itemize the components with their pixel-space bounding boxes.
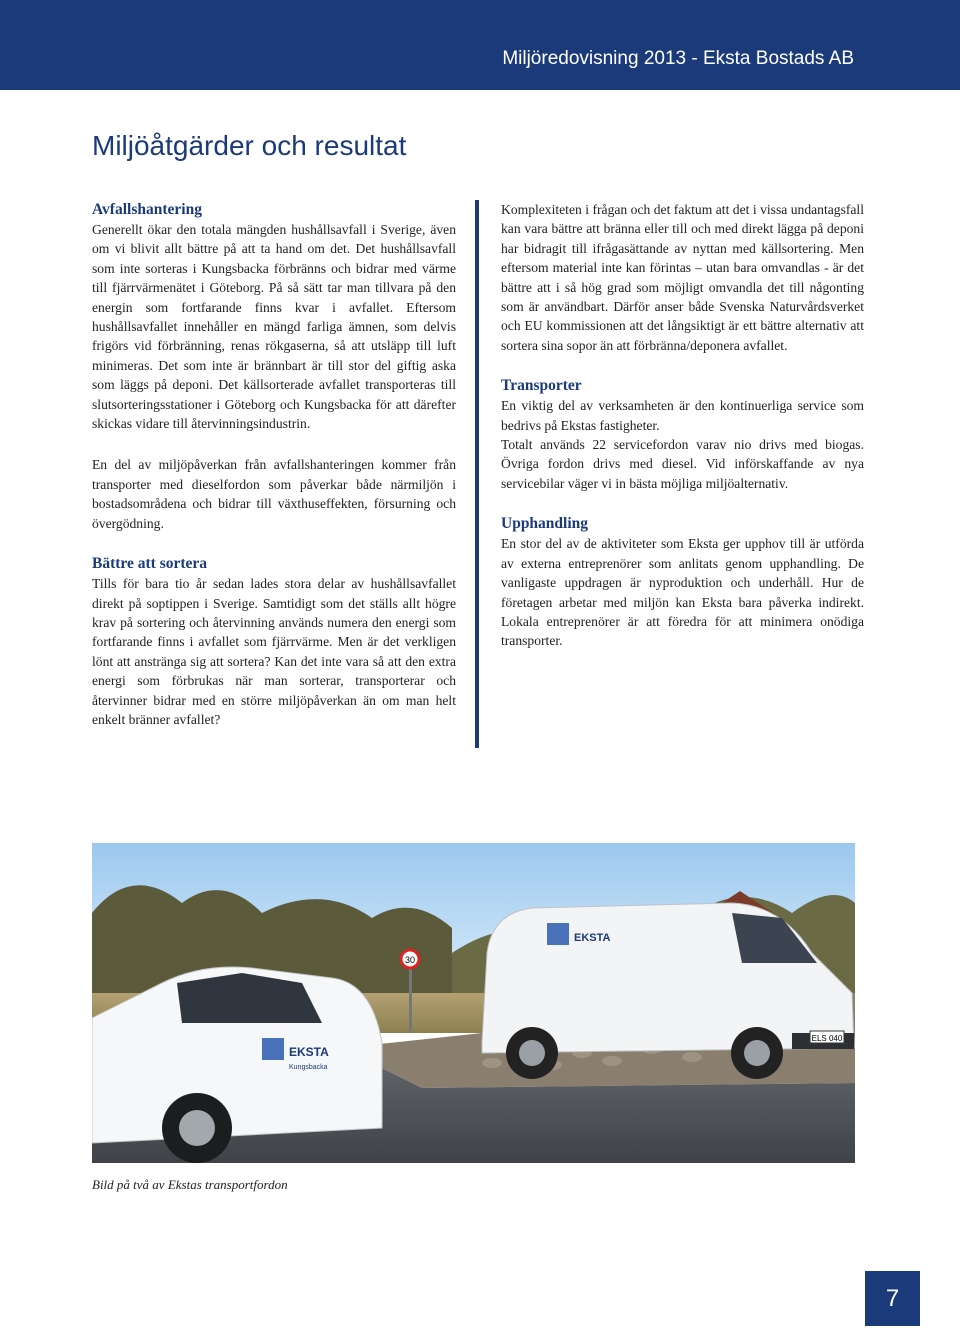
van-logo-text: EKSTA [574, 932, 611, 944]
vehicles-photo [92, 843, 855, 1163]
paragraph-upphandling-1: En stor del av de aktiviteter som Eksta ger upphov till är utförda av externa entreprenörer som anlitats genom upphandling. De vanligaste uppdragen är nyproduktion och underhåll. Hur de företagen arbetar med miljön kan Eksta bara påverka indirekt. Lokala entreprenörer är att föredra för att minimera onödiga transporter. [501, 536, 864, 649]
section-title-transporter: Transporter [501, 377, 582, 395]
column-divider [475, 200, 479, 748]
speed-sign-text: 30 [404, 955, 416, 965]
document-header-title: Miljöredovisning 2013 - Eksta Bostads AB [502, 48, 854, 69]
section-title-avfallshantering: Avfallshantering [92, 201, 202, 218]
car-logo-text: EKSTA [289, 1045, 329, 1059]
section-title-battre-att-sortera: Bättre att sortera [92, 555, 208, 573]
photo-caption: Bild på två av Ekstas transportfordon [92, 1177, 288, 1192]
car-logo-sub: Kungsbacka [289, 1064, 328, 1071]
paragraph-avfall-2: En del av miljöpåverkan från avfallshanteringen kommer från transporter med dieselfordon som påverkar både närmiljön i bostadsområdena och bidrar till växthuseffekten, försurning och övergödning. [92, 457, 456, 531]
header-band [0, 0, 960, 90]
paragraph-transporter-1: En viktig del av verksamheten är den kontinuerliga service som bedrivs på Ekstas fastigheter. [501, 398, 864, 433]
section-title-upphandling: Upphandling [501, 515, 589, 533]
paragraph-transporter-2: Totalt används 22 servicefordon varav nio drivs med biogas. Övriga fordon drivs med diesel. Vid införskaffande av nya servicebilar väger vi in bästa möjliga miljöalternativ. [501, 437, 864, 491]
right-column [501, 200, 864, 651]
paragraph-sortera-1: Tills för bara tio år sedan lades stora delar av hushållsavfallet direkt på soptippen i Sverige. Samtidigt som det ställs allt högre krav på sortering och återvinning används numera den energi som fortfarande finns i avfallet som fjärrvärme. Men är det verkligen lönt att anstränga sig att sortera? Kan det inte vara så att den extra energi som förbrukas när man sorterar, transporterar och återvinner bidrar med en större miljöpåverkan än om man helt enkelt bränner avfallet? [92, 576, 456, 727]
sign-pole [409, 961, 412, 1031]
paragraph-intro: Komplexiteten i frågan och det faktum att det i vissa undantagsfall kan vara bättre att bränna eller till och med direkt lägga på deponi har bidragit till ifrågasättande av nyttan med källsortering. Men eftersom material inte kan förintas – utan bara omvandlas - är det bättre att i så hög grad som möjligt omvandla det till någonting som är användbart. Därför anser både Svenska Naturvårdsverket och EU kommissionen att det långsiktigt är ett bättre alternativ att sortera sina sopor än att förbränna/deponera avfallet. [501, 202, 864, 353]
left-column [92, 200, 456, 729]
paragraph-avfall-1: Generellt ökar den totala mängden hushållsavfall i Sverige, även om vi blivit allt bättre på att ta hand om det. Det hushållsavfall som inte sorteras i Kungsbacka förbränns och bidrar med värme till fjärrvärmenätet i Göteborg. På så sätt tar man tillvara på den energin som fortfarande finns kvar i avfallet. Eftersom hushållsavfallet innehåller en mängd farliga ämnen, som delvis frigörs vid förbränning, renas rökgaserna, så att utsläpp till luft minimeras. Det som inte är brännbart är till stor del giftig aska som läggs på deponi. Det källsorterade avfallet transporteras till slutsorteringsstationer i Göteborg och Kungsbacka för att därefter skickas vidare till återvinningsindustrin. [92, 222, 456, 432]
page-title: Miljöåtgärder och resultat [92, 130, 407, 161]
page-number: 7 [865, 1271, 920, 1326]
license-plate: ELS 040 [811, 1034, 843, 1043]
